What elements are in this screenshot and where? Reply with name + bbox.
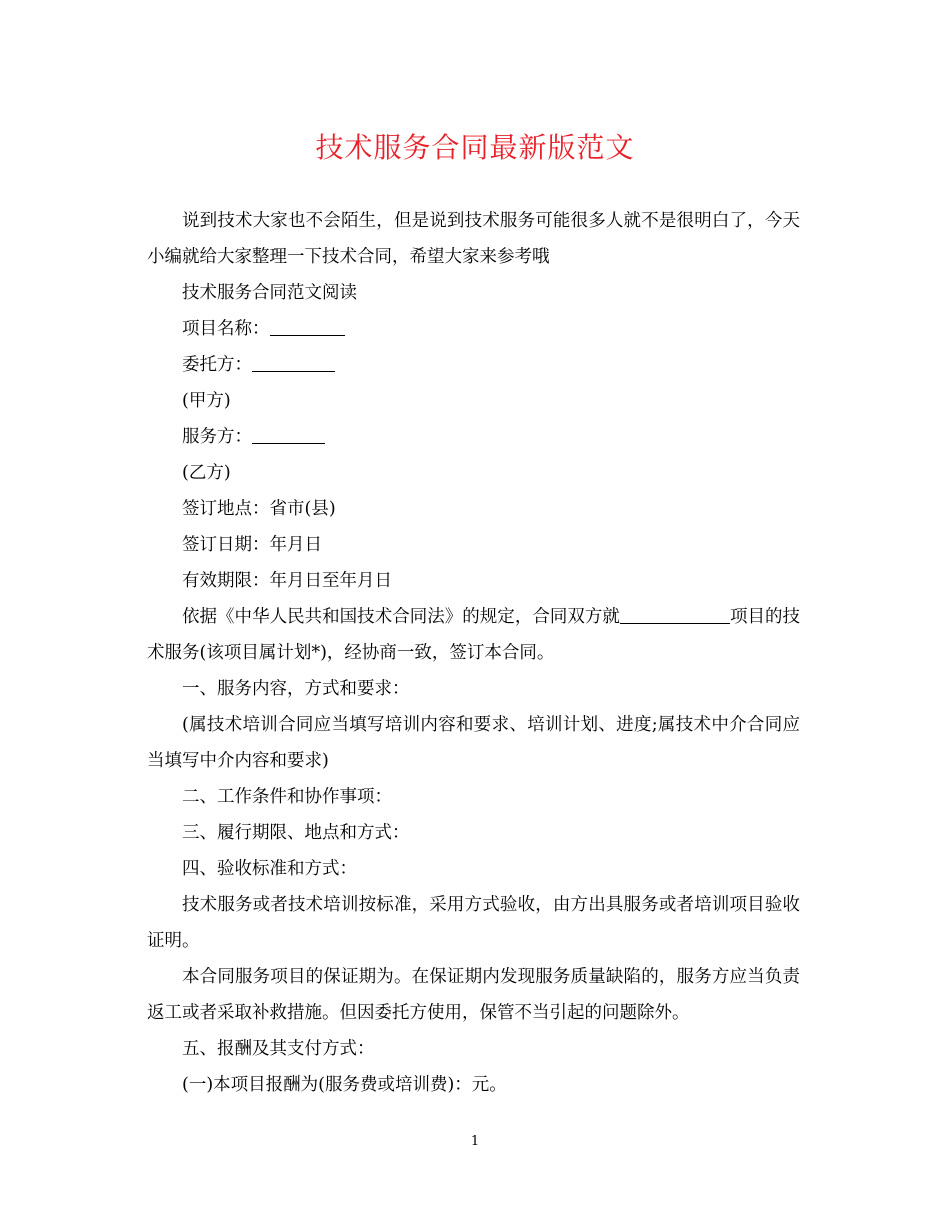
sign-date-line: 签订日期：年月日 <box>182 535 322 555</box>
validity-line: 有效期限：年月日至年月日 <box>182 571 392 591</box>
provider-field <box>147 419 800 455</box>
clause-5-item-1: (一)本项目报酬为(服务费或培训费)：元。 <box>182 1075 507 1095</box>
clause-3-title: 三、履行期限、地点和方式： <box>182 823 410 843</box>
project-name-field <box>147 311 800 347</box>
clause-4-title: 四、验收标准和方式： <box>182 859 357 879</box>
document-body <box>147 203 800 1103</box>
page-number: 1 <box>470 1134 480 1149</box>
document-title: 技术服务合同最新版范文 <box>315 131 635 164</box>
sign-place-line: 签订地点：省市(县) <box>182 499 336 519</box>
basis-paragraph <box>147 599 800 671</box>
basis-text-after: 项目的技术服务(该项目属计划*)，经协商一致，签订本合同。 <box>147 607 801 663</box>
project-name-blank <box>270 317 345 336</box>
basis-project-blank <box>620 605 730 624</box>
client-field <box>147 347 800 383</box>
basis-text-before: 依据《中华人民共和国技术合同法》的规定，合同双方就 <box>182 607 620 627</box>
party-a-line: (甲方) <box>182 391 231 411</box>
section-heading: 技术服务合同范文阅读 <box>182 283 357 303</box>
provider-blank <box>252 425 325 444</box>
party-b-line: (乙方) <box>182 463 231 483</box>
project-name-label: 项目名称： <box>182 319 270 339</box>
provider-label: 服务方： <box>182 427 252 447</box>
clause-4-text: 技术服务或者技术培训按标准，采用方式验收，由方出具服务或者培训项目验收证明。 <box>147 895 800 951</box>
client-blank <box>252 353 335 372</box>
warranty-paragraph: 本合同服务项目的保证期为。在保证期内发现服务质量缺陷的，服务方应当负责返工或者采取补救措施。但因委托方使用，保管不当引起的问题除外。 <box>147 967 800 1023</box>
intro-paragraph: 说到技术大家也不会陌生，但是说到技术服务可能很多人就不是很明白了，今天小编就给大家整理一下技术合同，希望大家来参考哦 <box>147 211 800 267</box>
client-label: 委托方： <box>182 355 252 375</box>
clause-2-title: 二、工作条件和协作事项： <box>182 787 392 807</box>
clause-1-title: 一、服务内容，方式和要求： <box>182 679 410 699</box>
clause-1-note: (属技术培训合同应当填写培训内容和要求、培训计划、进度;属技术中介合同应当填写中介内容和要求) <box>147 715 800 771</box>
clause-5-title: 五、报酬及其支付方式： <box>182 1039 375 1059</box>
